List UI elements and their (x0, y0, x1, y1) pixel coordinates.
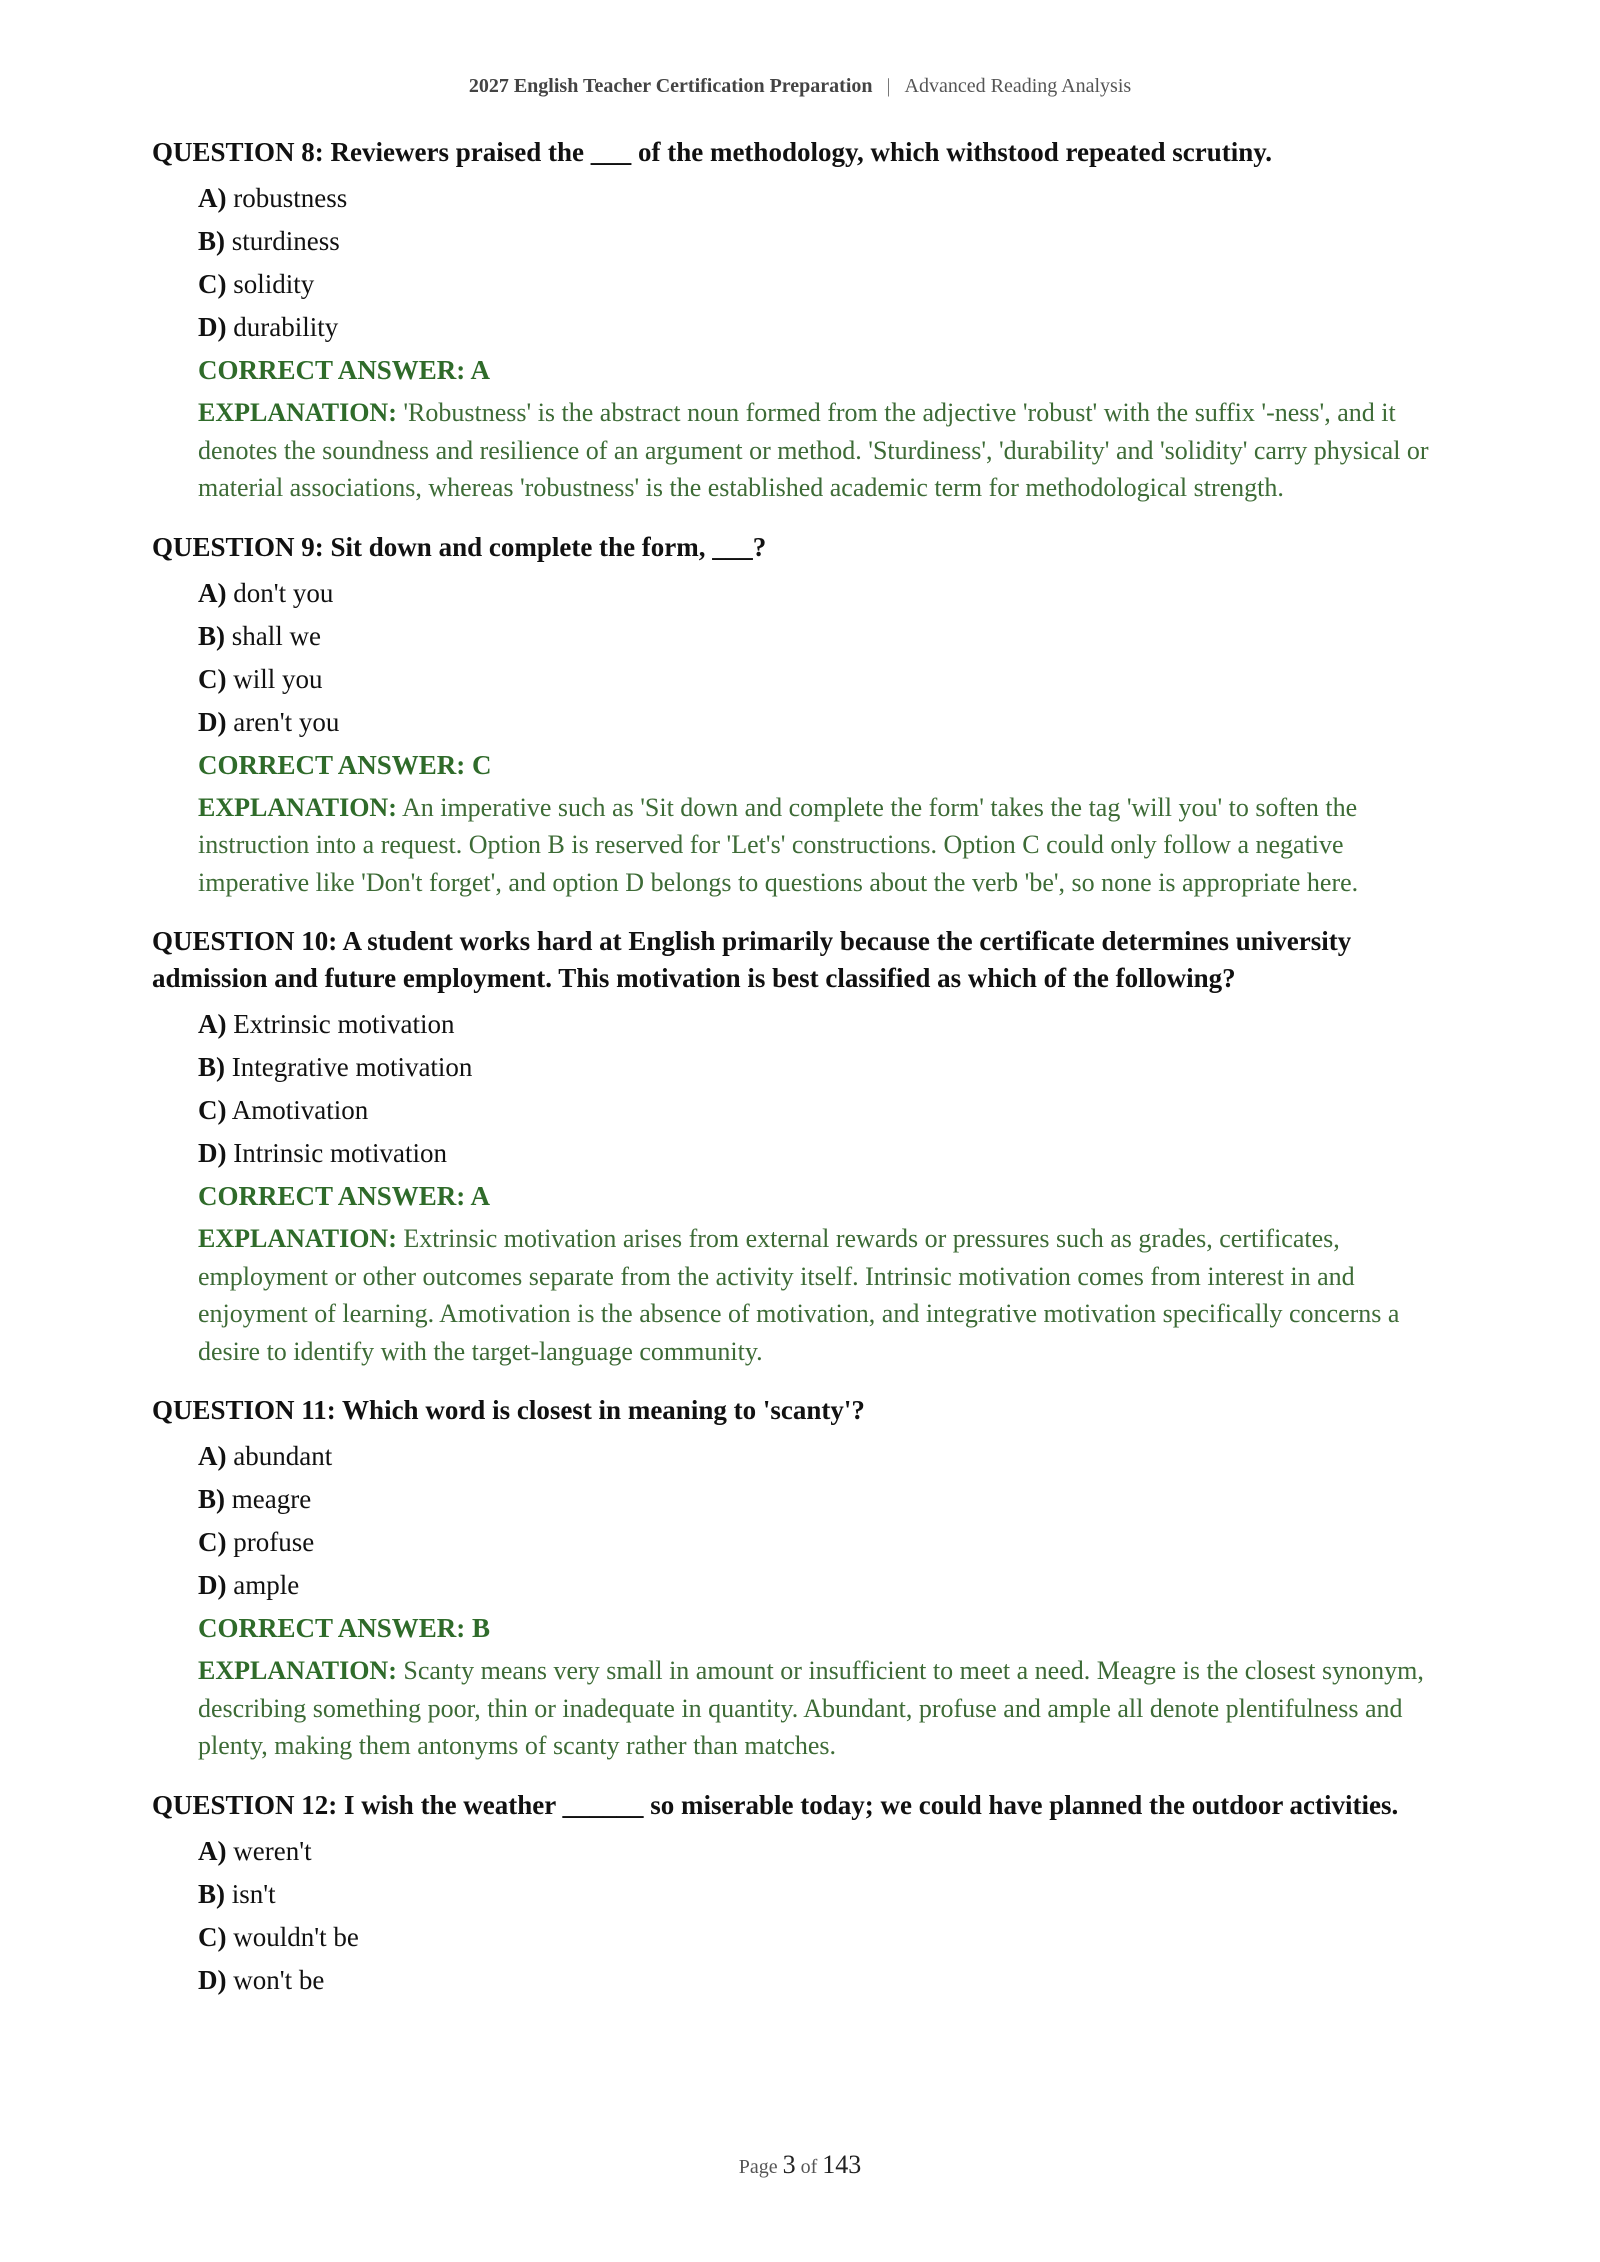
explanation (198, 394, 1452, 507)
explanation-text: 'Robustness' is the abstract noun formed from the adjective 'robust' with the suffix '-ness', and it denotes the soundness and resilience of an argument or method. 'Sturdiness', 'durability' and 'solidity' carry physical or material associations, whereas 'robustness' is the established academic term for methodological strength. (198, 398, 1429, 502)
option-text: sturdiness (231, 226, 340, 256)
option-text: aren't you (233, 706, 340, 737)
option-text: durability (233, 312, 339, 342)
explanation (198, 789, 1452, 902)
option-letter: A) (198, 1441, 227, 1471)
option-b (198, 220, 1452, 263)
option-letter: D) (198, 1138, 227, 1168)
option-list (198, 1435, 1452, 1607)
option-list (198, 572, 1452, 744)
page-footer (0, 2150, 1600, 2180)
option-text: profuse (233, 1527, 315, 1557)
explanation-label: EXPLANATION: (198, 1656, 397, 1685)
option-text: will you (233, 663, 323, 694)
correct-answer: CORRECT ANSWER: C (198, 749, 492, 780)
footer-page-number: 3 (782, 2150, 796, 2179)
option-letter: D) (198, 312, 227, 342)
option-c (198, 1916, 1452, 1959)
option-letter: C) (198, 1527, 227, 1557)
option-text: isn't (231, 1878, 276, 1909)
explanation-text: Extrinsic motivation arises from external rewards or pressures such as grades, certificates, employment or other outcomes separate from the activity itself. Intrinsic motivation comes from interest in and enjoyment of learning. Amotivation is the absence of motivation, and integrative motivation specifically concerns a desire to identify with the target-language community. (198, 1224, 1400, 1366)
question-stem: QUESTION 11: Which word is closest in meaning to 'scanty'? (152, 1395, 865, 1425)
option-d (198, 1959, 1452, 2002)
explanation (198, 1652, 1452, 1765)
explanation-text: An imperative such as 'Sit down and complete the form' takes the tag 'will you' to soften the instruction into a request. Option B is reserved for 'Let's' constructions. Option C could only follow a negative imperative like 'Don't forget', and option D belongs to questions about the verb 'be', so none is appropriate here. (198, 792, 1359, 897)
option-text: abundant (233, 1441, 333, 1471)
option-letter: B) (198, 1484, 225, 1514)
header-separator: | (886, 75, 891, 97)
option-a (198, 1435, 1452, 1478)
option-letter: C) (198, 269, 227, 299)
option-text: shall we (231, 620, 321, 651)
footer-page-word: Page (738, 2156, 778, 2178)
option-list (198, 1830, 1452, 2002)
option-d (198, 1564, 1452, 1607)
option-text: ample (233, 1570, 300, 1600)
option-list (198, 1003, 1452, 1175)
correct-answer: CORRECT ANSWER: B (198, 1613, 491, 1643)
option-d (198, 1132, 1452, 1175)
option-b (198, 1046, 1452, 1089)
option-letter: B) (198, 226, 225, 256)
option-letter: B) (198, 620, 225, 651)
option-c (198, 658, 1452, 701)
explanation (198, 1220, 1452, 1370)
header-subtitle: Advanced Reading Analysis (904, 75, 1132, 97)
option-text: won't be (233, 1964, 325, 1995)
explanation-label: EXPLANATION: (198, 1224, 397, 1253)
option-a (198, 572, 1452, 615)
option-c (198, 1089, 1452, 1132)
option-b (198, 615, 1452, 658)
explanation-label: EXPLANATION: (198, 792, 397, 822)
question-10 (152, 923, 1452, 1370)
page-header (0, 75, 1600, 98)
option-letter: D) (198, 1964, 227, 1995)
option-d (198, 701, 1452, 744)
option-letter: D) (198, 1570, 227, 1600)
option-letter: C) (198, 1095, 227, 1125)
option-a (198, 1003, 1452, 1046)
option-letter: B) (198, 1878, 225, 1909)
option-list (198, 177, 1452, 349)
option-letter: A) (198, 1009, 227, 1039)
correct-answer: CORRECT ANSWER: A (198, 355, 491, 385)
option-letter: A) (198, 183, 227, 213)
option-text: Integrative motivation (231, 1052, 473, 1082)
option-text: weren't (233, 1835, 312, 1866)
option-text: robustness (233, 183, 348, 213)
option-letter: B) (198, 1052, 225, 1082)
option-c (198, 263, 1452, 306)
option-letter: C) (198, 663, 227, 694)
option-text: solidity (233, 269, 315, 299)
question-stem: QUESTION 9: Sit down and complete the form, ___? (152, 531, 767, 562)
option-a (198, 1830, 1452, 1873)
question-11 (152, 1392, 1452, 1765)
correct-answer: CORRECT ANSWER: A (198, 1181, 491, 1211)
question-12 (152, 1787, 1452, 2002)
option-letter: A) (198, 1835, 227, 1866)
footer-of-word: of (800, 2156, 818, 2178)
header-title: 2027 English Teacher Certification Preparation (468, 75, 873, 97)
question-list (152, 134, 1452, 2024)
explanation-label: EXPLANATION: (198, 398, 397, 427)
option-a (198, 177, 1452, 220)
question-stem: QUESTION 12: I wish the weather ______ so miserable today; we could have planned the outdoor activities. (152, 1789, 1399, 1820)
question-8 (152, 134, 1452, 507)
option-text: Intrinsic motivation (233, 1138, 447, 1168)
option-letter: A) (198, 577, 227, 608)
question-stem: QUESTION 8: Reviewers praised the ___ of the methodology, which withstood repeated scrutiny. (152, 137, 1272, 167)
explanation-text: Scanty means very small in amount or insufficient to meet a need. Meagre is the closest synonym, describing something poor, thin or inadequate in quantity. Abundant, profuse and ample all denote plentifulness and plenty, making them antonyms of scanty rather than matches. (198, 1656, 1424, 1760)
option-b (198, 1873, 1452, 1916)
option-text: don't you (233, 577, 334, 608)
footer-total-pages: 143 (822, 2150, 862, 2179)
question-stem: QUESTION 10: A student works hard at English primarily because the certificate determines university admission and future employment. This motivation is best classified as which of the following? (152, 926, 1352, 993)
option-text: meagre (231, 1484, 312, 1514)
option-b (198, 1478, 1452, 1521)
option-text: wouldn't be (233, 1921, 359, 1952)
question-9 (152, 529, 1452, 902)
option-text: Amotivation (231, 1095, 369, 1125)
option-letter: C) (198, 1921, 227, 1952)
option-text: Extrinsic motivation (233, 1009, 455, 1039)
option-letter: D) (198, 706, 227, 737)
option-c (198, 1521, 1452, 1564)
option-d (198, 306, 1452, 349)
